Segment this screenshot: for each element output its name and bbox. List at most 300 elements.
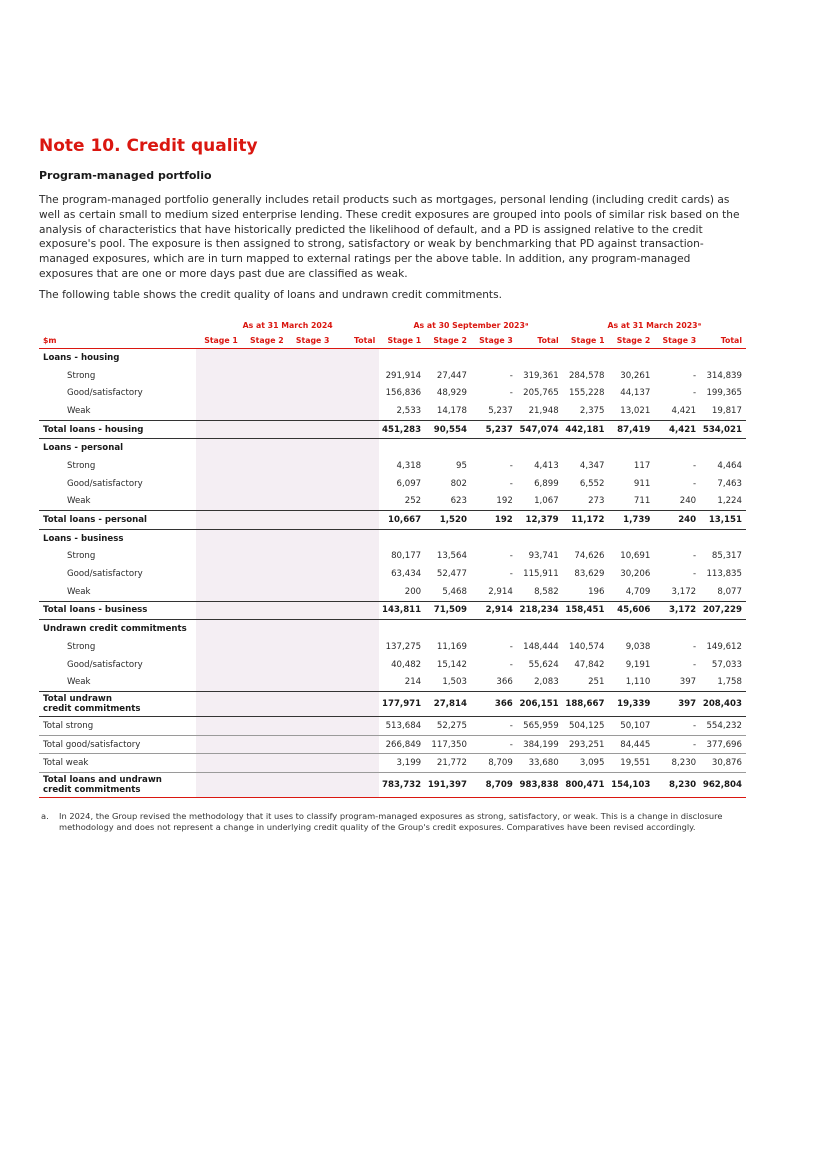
current-period-cell: [288, 754, 334, 773]
value-cell: 14,178: [436, 405, 467, 416]
row-label: Total good/satisfactory: [39, 735, 196, 754]
value-cell: 1,067: [534, 496, 559, 507]
current-period-cell: [242, 457, 288, 475]
row-label: Strong: [67, 370, 96, 381]
section-header-row: [39, 439, 746, 457]
value-cell: 2,375: [579, 405, 605, 416]
subtotal-row: [39, 511, 746, 530]
current-period-cell: [242, 717, 288, 736]
unit-label: $m: [39, 333, 196, 349]
current-period-cell: [196, 673, 242, 691]
value-cell: 442,181: [563, 420, 609, 439]
value-cell: 52,477: [436, 569, 467, 580]
empty-cell: [517, 529, 563, 547]
section-label: Undrawn credit commitments: [43, 624, 187, 635]
empty-cell: [654, 529, 700, 547]
current-period-cell: [333, 717, 379, 736]
current-period-cell: [196, 620, 242, 638]
current-period-cell: [333, 511, 379, 530]
empty-cell: [471, 529, 517, 547]
value-cell: 11,172: [563, 511, 609, 530]
value-cell: -: [693, 659, 697, 670]
value-cell: 12,379: [517, 511, 563, 530]
period-header-mar-2024: As at 31 March 2024: [242, 321, 333, 330]
current-period-cell: [288, 717, 334, 736]
empty-cell: [700, 529, 746, 547]
value-cell: 3,172: [671, 586, 697, 597]
empty-cell: [379, 349, 425, 367]
row-label: Good/satisfactory: [67, 659, 143, 670]
row-label: Good/satisfactory: [67, 388, 143, 399]
value-cell: 554,232: [700, 717, 746, 736]
current-period-cell: [196, 420, 242, 439]
row-label: Strong: [67, 460, 96, 471]
value-cell: -: [693, 641, 697, 652]
row-label: Total weak: [39, 754, 196, 773]
value-cell: -: [509, 478, 513, 489]
current-period-cell: [196, 548, 242, 566]
row-label: Total loans - business: [39, 601, 196, 620]
row-label: [39, 692, 196, 717]
empty-cell: [700, 439, 746, 457]
column-header: Stage 3: [471, 333, 517, 349]
value-cell: 63,434: [391, 569, 422, 580]
value-cell: 291,914: [385, 370, 422, 381]
value-cell: 205,765: [523, 388, 559, 399]
current-period-cell: [333, 402, 379, 420]
value-cell: 4,464: [717, 460, 742, 471]
current-period-cell: [242, 754, 288, 773]
value-cell: 55,624: [528, 659, 559, 670]
current-period-cell: [196, 735, 242, 754]
value-cell: 13,151: [700, 511, 746, 530]
empty-cell: [563, 529, 609, 547]
page-title: Note 10. Credit quality: [39, 136, 258, 156]
value-cell: 397: [679, 677, 697, 688]
value-cell: 10,691: [620, 551, 651, 562]
value-cell: 4,421: [671, 405, 697, 416]
value-cell: -: [509, 551, 513, 562]
section-label: Loans - housing: [43, 352, 120, 363]
value-cell: -: [693, 569, 697, 580]
section-header-row: [39, 529, 746, 547]
value-cell: 711: [633, 496, 651, 507]
empty-cell: [471, 620, 517, 638]
value-cell: 5,468: [442, 586, 467, 597]
value-cell: 149,612: [706, 641, 742, 652]
column-header: Stage 2: [242, 333, 288, 349]
footnote-marker: a.: [41, 811, 49, 821]
period-header-row: [39, 318, 746, 333]
table-row: [39, 548, 746, 566]
value-cell: -: [693, 388, 697, 399]
value-cell: 534,021: [700, 420, 746, 439]
value-cell: 95: [456, 460, 467, 471]
current-period-cell: [196, 601, 242, 620]
table-row: [39, 384, 746, 402]
value-cell: 192: [496, 496, 513, 507]
value-cell: 4,421: [654, 420, 700, 439]
value-cell: 8,582: [534, 586, 559, 597]
current-period-cell: [288, 601, 334, 620]
value-cell: 196: [588, 586, 605, 597]
value-cell: 50,107: [609, 717, 655, 736]
empty-cell: [654, 349, 700, 367]
row-label: Total loans - housing: [39, 420, 196, 439]
value-cell: 177,971: [379, 692, 425, 717]
empty-cell: [379, 439, 425, 457]
value-cell: 7,463: [717, 478, 742, 489]
empty-cell: [471, 349, 517, 367]
current-period-cell: [242, 349, 288, 367]
current-period-cell: [242, 773, 288, 798]
current-period-cell: [196, 439, 242, 457]
value-cell: 240: [654, 511, 700, 530]
table-row: [39, 673, 746, 691]
value-cell: 1,503: [442, 677, 467, 688]
value-cell: 240: [679, 496, 697, 507]
current-period-cell: [196, 656, 242, 674]
current-period-cell: [288, 420, 334, 439]
current-period-cell: [242, 367, 288, 385]
current-period-cell: [242, 583, 288, 601]
value-cell: 8,230: [654, 773, 700, 798]
value-cell: 3,095: [563, 754, 609, 773]
value-cell: 547,074: [517, 420, 563, 439]
row-label: [39, 773, 196, 798]
value-cell: 148,444: [523, 641, 559, 652]
column-header-row: [39, 333, 746, 349]
empty-cell: [379, 620, 425, 638]
value-cell: 4,413: [534, 460, 559, 471]
value-cell: -: [654, 717, 700, 736]
footnote-text: In 2024, the Group revised the methodology that it uses to classify program-managed exposures as strong, satisfactory, or weak. This is a change in disclosure methodology and does not represent a change in underlying credit quality of the Group's credit exposures. Comparatives have been revised accordingly.: [59, 811, 723, 832]
value-cell: 188,667: [563, 692, 609, 717]
current-period-cell: [196, 475, 242, 493]
value-cell: 1,758: [717, 677, 742, 688]
current-period-cell: [196, 384, 242, 402]
value-cell: 451,283: [379, 420, 425, 439]
empty-cell: [517, 439, 563, 457]
current-period-cell: [333, 367, 379, 385]
value-cell: 11,169: [436, 641, 467, 652]
value-cell: 783,732: [379, 773, 425, 798]
current-period-cell: [288, 402, 334, 420]
value-cell: -: [509, 370, 513, 381]
value-cell: 1,739: [609, 511, 655, 530]
value-cell: -: [509, 641, 513, 652]
value-cell: 513,684: [379, 717, 425, 736]
footnote: [39, 811, 746, 833]
current-period-cell: [196, 773, 242, 798]
empty-cell: [609, 529, 655, 547]
current-period-cell: [242, 402, 288, 420]
value-cell: 74,626: [574, 551, 605, 562]
value-cell: 137,275: [385, 641, 422, 652]
current-period-cell: [242, 529, 288, 547]
empty-cell: [517, 620, 563, 638]
empty-cell: [700, 349, 746, 367]
section-header-row: [39, 620, 746, 638]
current-period-cell: [288, 620, 334, 638]
value-cell: 3,172: [654, 601, 700, 620]
current-period-cell: [333, 349, 379, 367]
table-row: [39, 367, 746, 385]
column-header: Stage 3: [654, 333, 700, 349]
current-period-cell: [288, 349, 334, 367]
value-cell: 19,551: [609, 754, 655, 773]
value-cell: 85,317: [711, 551, 742, 562]
empty-cell: [425, 439, 471, 457]
column-header: Total: [333, 333, 379, 349]
value-cell: 93,741: [528, 551, 559, 562]
value-cell: 252: [404, 496, 422, 507]
value-cell: 117: [633, 460, 651, 471]
empty-cell: [425, 620, 471, 638]
value-cell: 8,077: [717, 586, 742, 597]
current-period-cell: [333, 493, 379, 511]
value-cell: 208,403: [700, 692, 746, 717]
current-period-cell: [242, 638, 288, 656]
value-cell: 84,445: [609, 735, 655, 754]
value-cell: 1,224: [717, 496, 742, 507]
value-cell: -: [471, 717, 517, 736]
empty-cell: [609, 620, 655, 638]
current-period-cell: [333, 439, 379, 457]
current-period-cell: [333, 384, 379, 402]
current-period-cell: [288, 673, 334, 691]
value-cell: 52,275: [425, 717, 471, 736]
value-cell: 30,206: [620, 569, 651, 580]
current-period-cell: [333, 475, 379, 493]
value-cell: 366: [471, 692, 517, 717]
current-period-cell: [333, 565, 379, 583]
value-cell: 15,142: [436, 659, 467, 670]
empty-cell: [654, 620, 700, 638]
value-cell: -: [693, 551, 697, 562]
table-row: [39, 402, 746, 420]
current-period-cell: [288, 735, 334, 754]
column-header: Stage 1: [563, 333, 609, 349]
table-row: [39, 583, 746, 601]
current-period-cell: [333, 601, 379, 620]
table-row: [39, 493, 746, 511]
value-cell: 199,365: [706, 388, 742, 399]
row-label: Weak: [67, 405, 91, 416]
current-period-cell: [333, 673, 379, 691]
row-label: Good/satisfactory: [67, 478, 143, 489]
row-label-line: Total loans and undrawn: [43, 774, 162, 785]
value-cell: 314,839: [706, 370, 742, 381]
value-cell: 19,817: [711, 405, 742, 416]
value-cell: 4,709: [625, 586, 651, 597]
current-period-cell: [288, 367, 334, 385]
value-cell: 911: [633, 478, 651, 489]
value-cell: 5,237: [471, 420, 517, 439]
value-cell: -: [509, 388, 513, 399]
current-period-cell: [196, 754, 242, 773]
value-cell: 44,137: [620, 388, 651, 399]
value-cell: 155,228: [568, 388, 605, 399]
value-cell: 802: [450, 478, 467, 489]
empty-cell: [700, 620, 746, 638]
column-header: Total: [517, 333, 563, 349]
value-cell: 366: [496, 677, 513, 688]
current-period-cell: [242, 475, 288, 493]
value-cell: 156,836: [385, 388, 422, 399]
current-period-cell: [242, 692, 288, 717]
current-period-cell: [333, 735, 379, 754]
value-cell: 13,564: [436, 551, 467, 562]
empty-cell: [563, 349, 609, 367]
value-cell: 4,347: [579, 460, 605, 471]
value-cell: 983,838: [517, 773, 563, 798]
value-cell: -: [693, 478, 697, 489]
current-period-cell: [196, 529, 242, 547]
table-row: [39, 638, 746, 656]
value-cell: 1,110: [625, 677, 651, 688]
column-header: Stage 1: [196, 333, 242, 349]
current-period-cell: [333, 583, 379, 601]
value-cell: -: [654, 735, 700, 754]
value-cell: 113,835: [706, 569, 742, 580]
header-spacer: [39, 318, 196, 333]
value-cell: 19,339: [609, 692, 655, 717]
value-cell: 45,606: [609, 601, 655, 620]
column-header: Stage 2: [609, 333, 655, 349]
value-cell: 293,251: [563, 735, 609, 754]
current-period-cell: [333, 420, 379, 439]
value-cell: 206,151: [517, 692, 563, 717]
value-cell: -: [693, 370, 697, 381]
value-cell: 5,237: [488, 405, 513, 416]
current-period-cell: [333, 754, 379, 773]
current-period-cell: [242, 548, 288, 566]
value-cell: 200: [404, 586, 422, 597]
value-cell: -: [509, 569, 513, 580]
row-label: Weak: [67, 496, 91, 507]
current-period-cell: [288, 511, 334, 530]
current-period-cell: [242, 565, 288, 583]
table-row: [39, 475, 746, 493]
period-header-mar-2023: As at 31 March 2023ᵃ: [607, 321, 702, 330]
row-label-line: credit commitments: [43, 785, 141, 796]
value-cell: 27,814: [425, 692, 471, 717]
value-cell: 192: [471, 511, 517, 530]
current-period-cell: [288, 638, 334, 656]
period-header-sep-2023: As at 30 September 2023ᵃ: [413, 321, 529, 330]
value-cell: 83,629: [574, 569, 605, 580]
current-period-cell: [288, 583, 334, 601]
empty-cell: [425, 529, 471, 547]
current-period-cell: [242, 601, 288, 620]
current-period-cell: [242, 656, 288, 674]
value-cell: 2,914: [488, 586, 513, 597]
row-label-line: Total undrawn: [43, 693, 112, 704]
current-period-cell: [288, 565, 334, 583]
row-label: Total strong: [39, 717, 196, 736]
value-cell: 214: [404, 677, 422, 688]
empty-cell: [609, 439, 655, 457]
value-cell: 207,229: [700, 601, 746, 620]
value-cell: 565,959: [517, 717, 563, 736]
value-cell: 80,177: [391, 551, 422, 562]
current-period-cell: [196, 402, 242, 420]
value-cell: 2,083: [534, 677, 559, 688]
current-period-cell: [333, 773, 379, 798]
current-period-cell: [288, 493, 334, 511]
current-period-cell: [196, 511, 242, 530]
value-cell: 154,103: [609, 773, 655, 798]
current-period-cell: [333, 457, 379, 475]
subtotal-row: [39, 420, 746, 439]
subtotal-row: [39, 601, 746, 620]
section-label: Loans - personal: [43, 443, 124, 454]
value-cell: 251: [588, 677, 605, 688]
value-cell: 140,574: [568, 641, 605, 652]
table-row: [39, 565, 746, 583]
summary-row: [39, 717, 746, 736]
current-period-cell: [288, 548, 334, 566]
value-cell: -: [471, 735, 517, 754]
value-cell: 117,350: [425, 735, 471, 754]
table-intro-paragraph: The following table shows the credit quality of loans and undrawn credit commitments.: [39, 289, 502, 301]
value-cell: 8,709: [471, 773, 517, 798]
intro-paragraph: The program-managed portfolio generally includes retail products such as mortgages, personal lending (including credit cards) as well as certain small to medium sized enterprise lending. These credit exposures are grouped into pools of similar risk based on the analysis of characteristics that have historically predicted the likelihood of default, and a PD is assigned relative to the credit exposure's pool. The exposure is then assigned to strong, satisfactory or weak by benchmarking that PD against transaction-managed exposures, which are in turn mapped to external ratings per the above table. In addition, any program-managed exposures that are one or more days past due are classified as weak.: [39, 194, 740, 280]
value-cell: 87,419: [609, 420, 655, 439]
current-period-cell: [333, 529, 379, 547]
value-cell: 30,876: [700, 754, 746, 773]
current-period-cell: [196, 457, 242, 475]
current-period-cell: [288, 692, 334, 717]
value-cell: 9,038: [625, 641, 651, 652]
current-period-cell: [242, 493, 288, 511]
value-cell: 27,447: [436, 370, 467, 381]
value-cell: -: [509, 659, 513, 670]
value-cell: 218,234: [517, 601, 563, 620]
value-cell: 3,199: [379, 754, 425, 773]
column-header: Stage 1: [379, 333, 425, 349]
row-label: Weak: [67, 677, 91, 688]
value-cell: 33,680: [517, 754, 563, 773]
current-period-cell: [196, 583, 242, 601]
value-cell: 284,578: [568, 370, 605, 381]
current-period-cell: [196, 367, 242, 385]
current-period-cell: [196, 638, 242, 656]
table-row: [39, 656, 746, 674]
current-period-cell: [288, 475, 334, 493]
empty-cell: [563, 439, 609, 457]
credit-quality-table-wrapper: [39, 318, 746, 798]
value-cell: 8,709: [471, 754, 517, 773]
table-body: [39, 349, 746, 798]
current-period-cell: [242, 384, 288, 402]
current-period-cell: [196, 565, 242, 583]
value-cell: 1,520: [425, 511, 471, 530]
value-cell: 2,533: [396, 405, 422, 416]
value-cell: 10,667: [379, 511, 425, 530]
current-period-cell: [333, 692, 379, 717]
credit-quality-table: [39, 318, 746, 798]
section-header-row: [39, 349, 746, 367]
empty-cell: [609, 349, 655, 367]
current-period-cell: [196, 493, 242, 511]
value-cell: 397: [654, 692, 700, 717]
value-cell: 266,849: [379, 735, 425, 754]
empty-cell: [425, 349, 471, 367]
row-label: Total loans - personal: [39, 511, 196, 530]
value-cell: 273: [588, 496, 605, 507]
